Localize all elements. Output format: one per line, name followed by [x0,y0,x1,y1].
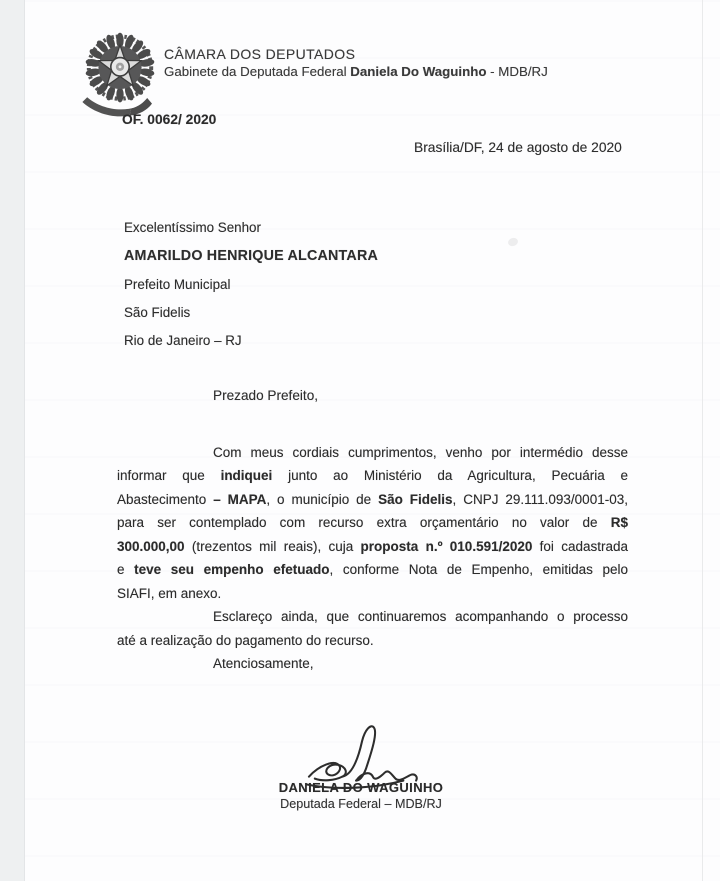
body-segment-bold: – MAPA [213,491,267,507]
body-line [117,605,628,628]
reference-number: OF. 0062/ 2020 [122,112,217,127]
recipient-salutation: Excelentíssimo Senhor [124,220,261,235]
body-segment-bold: indiquei [220,468,273,484]
scan-edge-left [0,0,25,881]
recipient-state: Rio de Janeiro – RJ [124,333,242,349]
body-segment-bold: proposta n.º 010.591/2020 [360,538,533,554]
recipient-role: Prefeito Municipal [124,276,231,292]
letter-body [117,441,628,676]
office-holder: Daniela Do Waguinho [350,64,487,79]
letterhead-office [164,64,548,79]
scan-edge-right [702,0,703,881]
body-segment: para ser contemplado com recurso extra orçamentário no valor de [117,515,611,531]
letterhead [164,46,548,79]
body-segment: , conforme Nota de Empenho, emitidas pelo [329,562,628,578]
body-line [117,652,628,675]
recipient-block [124,214,378,355]
body-line [117,441,628,464]
body-segment: Com meus cordiais cumprimentos, venho por intermédio desse [213,445,628,460]
recipient-municipality: São Fidelis [124,304,191,320]
recipient-name: AMARILDO HENRIQUE ALCANTARA [124,248,378,265]
signature-name: DANIELA DO WAGUINHO [278,780,444,795]
body-segment: e [117,562,135,578]
body-segment: junto ao Ministério da Agricultura, Pecuária e [272,468,628,484]
body-line [117,511,628,534]
scan-artifact [507,237,519,248]
body-segment: informar que [117,468,221,484]
body-line [117,488,628,511]
letterhead-org: CÂMARA DOS DEPUTADOS [164,46,356,62]
body-segment: foi cadastrada [532,538,628,554]
body-line [117,535,628,558]
body-segment: Esclareço ainda, que continuaremos acompanhando o processo [213,609,628,625]
body-segment-bold: São Fidelis [378,491,453,507]
office-prefix: Gabinete da Deputada Federal [164,64,351,79]
body-segment: , o município de [266,491,379,507]
body-segment: SIAFI, em anexo. [117,585,222,601]
body-segment: até a realização do pagamento do recurso. [117,632,374,648]
dateline: Brasília/DF, 24 de agosto de 2020 [414,140,622,155]
office-suffix: - MDB/RJ [486,64,548,79]
body-line [117,629,628,652]
body-line [117,582,628,605]
greeting: Prezado Prefeito, [213,388,319,403]
body-segment-bold: R$ [610,515,628,531]
body-segment: , CNPJ 29.111.093/0001-03, [452,491,628,507]
body-segment: Atenciosamente, [213,656,314,672]
body-segment-bold: 300.000,00 [117,538,185,554]
body-line [117,558,628,581]
handwritten-signature [305,719,423,791]
signature-role: Deputada Federal – MDB/RJ [280,797,442,811]
body-segment: Abastecimento [117,491,214,507]
body-segment: (trezentos mil reais), cuja [184,538,361,554]
body-segment-bold: teve seu empenho efetuado [134,562,330,578]
brazil-coat-of-arms-icon [80,30,160,118]
body-line [117,464,628,487]
